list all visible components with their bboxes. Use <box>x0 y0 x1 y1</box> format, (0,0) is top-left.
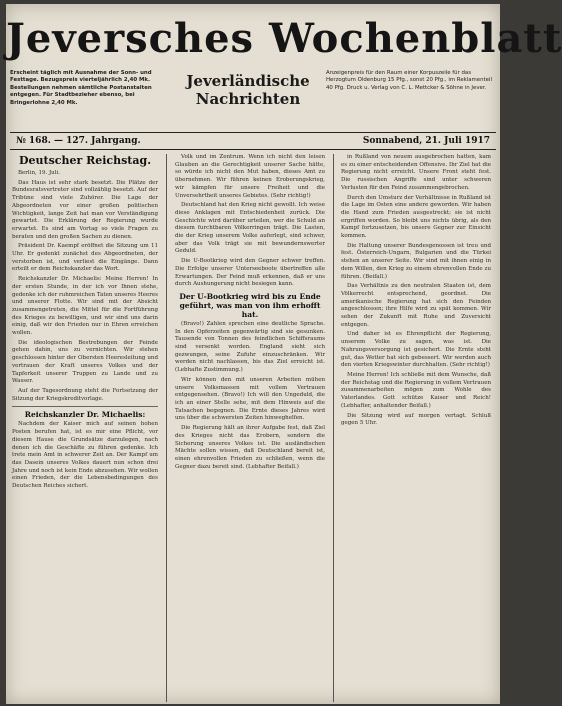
dateline <box>10 132 496 150</box>
paragraph: Das Haus ist sehr stark besetzt. Die Plätze der Bundesratsvertreter sind vollzählig besetzt. Auf der Tribüne sind viele Zuhörer. Die Lage der Abgeordneten vor einer großen politischen Wichtigkeit, lange Zeit hat man vor Verständigung gewartet. Die Erklärung der Regierung wurde erwartet. Es sind am Vortag so viele Fragen zu beraten und den großen Sachen zu dienen. <box>12 179 158 240</box>
newspaper-page <box>6 4 562 704</box>
issue-number: № 168. — 127. Jahrgang. <box>16 136 141 146</box>
paragraph: Präsident Dr. Kaempf eröffnet die Sitzung um 11 Uhr. Er gedenkt zunächst des Abgeordneten, der verstorben ist, und verliest die Eingänge. Dann erteilt er dem Reichskanzler das Wort. <box>12 243 158 273</box>
paragraph: Volk und im Zentrum. Wenn ich nicht den leisen Glauben an die Gerechtigkeit unserer Sache hätte, so würde ich nicht den Mut haben, dieses Amt zu übernehmen. Wir führen keinen Eroberungskrieg, wir kämpfen für unsere Freiheit und die Unversehrtheit unseres Gebietes. (Sehr richtig!) <box>175 154 325 199</box>
paragraph: Die ideologischen Bestrebungen der Feinde gehen dahin, uns zu vernichten. Wir stehen geschlossen hinter der Obersten Heeresleitung und vertrauen der Kraft unseres Volkes und der Tapferkeit unserer Truppen zu Lande und zu Wasser. <box>12 339 158 385</box>
masthead-subtitle <box>178 72 318 130</box>
column-3 <box>341 154 491 702</box>
paragraph: Wir können den mit unseren Arbeiten mühen unsere Volksmassen mit vollem Vertrauen entgegensehen. (Bravo!) Ich will den Ungeduld, die ich an einer Stelle sehe, mit dem Hinweis auf die Tatsachen begegnen. Die Ernte dieses Jahres wird uns über die schwersten Zeiten hinweghelfen. <box>175 376 325 422</box>
column-2 <box>175 154 325 702</box>
paragraph: Die Regierung hält an ihrer Aufgabe fest, daß Ziel des Krieges nicht das Erobern, sondern die Sicherung unseres Volkes ist. Die ausländischen Mächte sollen wissen, daß Deutschland bereit ist, einen ehrenvollen Frieden zu schließen, wenn die Gegner dazu bereit sind. (Lebhafter Beifall.) <box>175 425 325 470</box>
issue-date: Sonnabend, 21. Juli 1917 <box>362 136 490 146</box>
article-heading: Deutscher Reichstag. <box>18 154 152 167</box>
paragraph: Nachdem der Kaiser mich auf seinen hohen Posten berufen hat, ist es mir eine Pflicht, vor diesem Hause die Grundsätze darzulegen, nach denen ich die Geschäfte zu führen gedenke. Ich trete mein Amt in schwerer Zeit an. Der Kampf um das Dasein unseres Volkes dauert nun schon drei Jahre und noch ist kein Ende abzusehen. Wir wollen einen Frieden, der die Lebensbedingungen des Deutschen Reiches sichert. <box>12 421 158 490</box>
paragraph: in Rußland von neuem ausgebrochen hatten, kam es zu einer entscheidenden Offensive. Ihr Ziel hat die Regierung nicht erreicht. Unsere Front steht fest. Die russischen Angriffe sind unter schweren Verlusten für den Feind zusammengebrochen. <box>341 154 491 191</box>
column-divider <box>166 154 167 702</box>
paragraph: Auf der Tagesordnung steht die Fortsetzung der Sitzung der Kriegskreditvorlage. <box>12 387 158 402</box>
section-heading: Der U-Bootkrieg wird bis zu Ende geführt, was man von ihm erhofft hat. <box>179 291 321 319</box>
paragraph: Meine Herren! Ich schließe mit dem Wunsche, daß der Reichstag und die Regierung in vollem Vertrauen zusammenarbeiten mögen zum Wohle des Vaterlandes. Gott schütze Kaiser und Reich! (Lebhafter, anhaltender Beifall.) <box>341 371 491 409</box>
subtitle-line-2: Nachrichten <box>195 90 301 108</box>
section-heading: Reichskanzler Dr. Michaelis: <box>24 410 146 420</box>
paragraph: (Bravo!) Zahlen sprechen eine deutliche Sprache. In den Opferzeiten gegenwärtig sind sie gesunken. Tausende von Tonnen des feindlichen Schiffsraums sind versenkt worden. England sieht sich gezwungen, seine Zufuhr einzuschränken. Wir werden nicht nachlassen, bis das Ziel erreicht ist. (Lebhafte Zustimmung.) <box>175 320 325 374</box>
paragraph: Berlin, 19. Juli. <box>18 170 60 176</box>
paragraph: Die U-Bootkrieg wird den Gegner schwer treffen. Die Erfolge unserer Unterseeboote übertreffen alle Erwartungen. Der Feind muß erkennen, daß er uns durch Aushungerung nicht besiegen kann. <box>175 258 325 288</box>
masthead-title: Jeversches Wochenblatt <box>6 15 562 62</box>
paragraph: Durch den Umsturz der Verhältnisse in Rußland ist die Lage im Osten eine andere geworden. Wir haben die Hand zum Frieden ausgestreckt; sie ist nicht ergriffen worden. So bleibt uns nichts übrig, als den Kampf fortzusetzen, bis unsere Gegner zur Einsicht kommen. <box>341 194 491 240</box>
subscription-notice: Erscheint täglich mit Ausnahme der Sonn- und Festtage. Bezugspreis vierteljährlich 2,40 Mk. Bestellungen nehmen sämtliche Postanstalten entgegen. Für Stadtbezieher ebenso, bei Bringerlohne 2,40 Mk. <box>10 70 152 106</box>
column-divider <box>333 154 334 702</box>
paragraph: Das Verhältnis zu den neutralen Staaten ist, dem Völkerrecht entsprechend, geordnet. Die amerikanische Regierung hat sich den Feinden angeschlossen; ihre Hilfe wird zu spät kommen. Wir sehen der Zukunft mit Ruhe und Zuversicht entgegen. <box>341 283 491 328</box>
paragraph: Die Sitzung wird auf morgen vertagt. Schluß gegen 5 Uhr. <box>341 412 491 427</box>
column-1 <box>12 154 158 702</box>
section-rule <box>12 406 158 407</box>
advertising-notice: Anzeigenpreis für den Raum einer Korpuszeile für das Herzogtum Oldenburg 15 Pfg., sonst 20 Pfg., im Reklamenteil 40 Pfg. Druck u. Verlag von C. L. Mettcker & Söhne in Jever. <box>326 70 492 91</box>
paragraph: Und daher ist es Ehrenpflicht der Regierung, unserem Volke zu sagen, was ist. Die Nahrungsversorgung ist gesichert. Die Ernte steht gut, das Wetter hat sich gebessert. Wir werden auch den vierten Kriegswinter durchhalten. (Sehr richtig!) <box>341 331 491 369</box>
paragraph: Die Haltung unserer Bundesgenossen ist treu und fest. Österreich-Ungarn, Bulgarien und die Türkei stehen an unserer Seite. Wir sind mit ihnen einig in dem Willen, den Krieg zu einem ehrenvollen Ende zu führen. (Beifall.) <box>341 242 491 280</box>
paragraph: Deutschland hat den Krieg nicht gewollt. Ich weise diese Anklagen mit Entschiedenheit zurück. Die Geschichte wird darüber urteilen, wer die Schuld an diesem furchtbaren Völkerringen trägt. Die Lasten, die der Krieg unserem Volke auferlegt, sind schwer, aber das Volk trägt sie mit bewundernswerter Geduld. <box>175 202 325 255</box>
subtitle-line-1: Jeverländische <box>186 72 310 90</box>
paragraph: Reichskanzler Dr. Michaelis: Meine Herren! In der ersten Stunde, in der ich vor Ihnen stehe, gedenke ich der ruhmreichen Taten unseres Heeres und unserer Flotte. Wir sind mit der Absicht zusammengetreten, die Mittel für die Fortführung des Krieges zu bewilligen, und wir sind uns darin einig, daß wir den Frieden nur in Ehren erreichen wollen. <box>12 276 158 337</box>
